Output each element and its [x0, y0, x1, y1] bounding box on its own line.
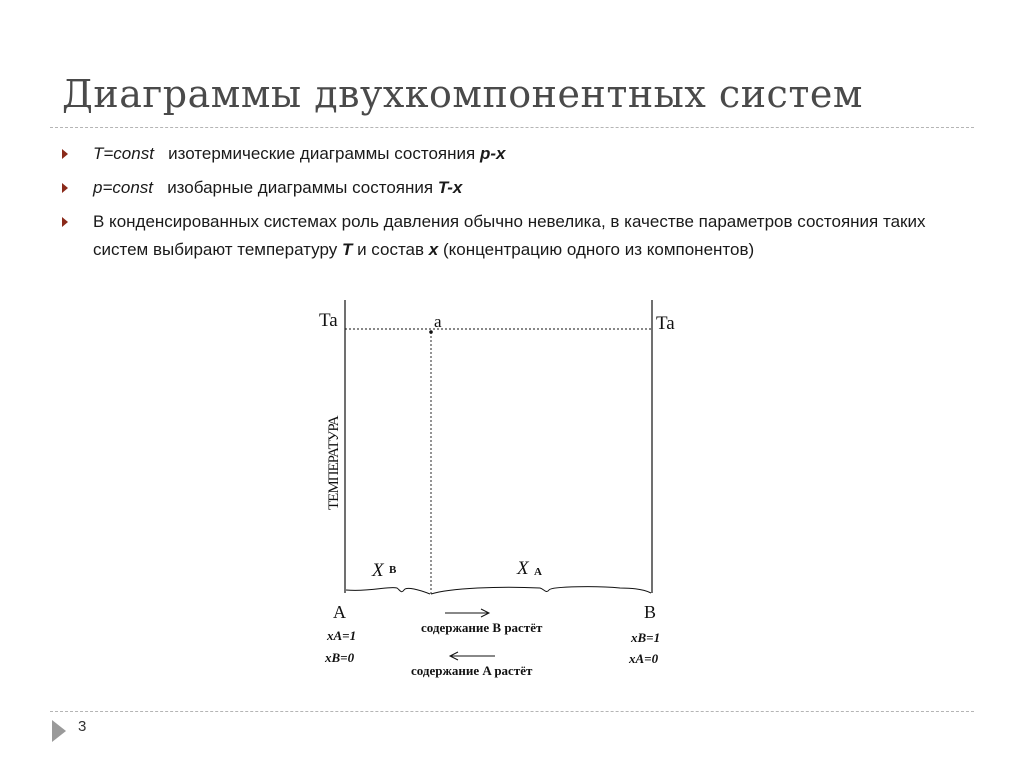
- bullet-tail: p-x: [479, 144, 506, 163]
- left-xa-label: xA=1: [327, 628, 357, 643]
- xb-sub: B: [389, 564, 397, 576]
- bullet-isobaric: [60, 174, 960, 202]
- xa-label: X: [517, 558, 529, 579]
- arrow-left-label: содержание A растёт: [411, 663, 533, 678]
- ta-left-label: Ta: [319, 310, 338, 331]
- bottom-divider: [50, 711, 974, 712]
- bullet-arrow-icon: [62, 183, 68, 193]
- corner-a-label: A: [333, 602, 346, 622]
- bullet-text: изотермические диаграммы состояния: [168, 144, 476, 163]
- bullet-list: [60, 140, 960, 270]
- bullet-isothermal: [60, 140, 960, 168]
- phase-diagram: [300, 290, 720, 690]
- bullet-text: изобарные диаграммы состояния: [167, 178, 434, 197]
- bullet-text: В конденсированных системах роль давления обычно невелика, в качестве параметров состояния таких систем выбирают температуру: [93, 212, 926, 259]
- var-composition: x: [428, 240, 439, 259]
- xa-sub: A: [534, 566, 542, 578]
- bullet-text-end: (концентрацию одного из компонентов): [442, 240, 755, 259]
- ta-right-label: Ta: [656, 313, 675, 334]
- slide-nav-arrow-icon[interactable]: [52, 720, 66, 742]
- slide-title: Диаграммы двухкомпонентных систем: [62, 72, 863, 116]
- bullet-condensed: [60, 208, 960, 264]
- xb-label: X: [372, 560, 384, 581]
- bullet-arrow-icon: [62, 149, 68, 159]
- var-temperature: T: [341, 240, 353, 259]
- arrow-right-label: содержание B растёт: [421, 620, 543, 635]
- bullet-arrow-icon: [62, 217, 68, 227]
- y-axis-label: ТЕМПЕРАТУРА: [326, 416, 342, 510]
- bullet-text-mid: и состав: [357, 240, 425, 259]
- bullet-tail: T-x: [437, 178, 463, 197]
- point-a-label: a: [434, 312, 442, 331]
- left-xb-label: xB=0: [325, 650, 355, 665]
- right-xa-label: xA=0: [629, 651, 659, 666]
- top-divider: [50, 127, 974, 128]
- brace-xb: [346, 588, 430, 594]
- slide-number: 3: [78, 718, 87, 735]
- bullet-lead: T=const: [93, 144, 154, 163]
- corner-b-label: B: [644, 602, 657, 622]
- point-a-marker: [429, 330, 433, 334]
- brace-xa: [431, 587, 651, 594]
- bullet-lead: p=const: [93, 178, 154, 197]
- right-xb-label: xB=1: [631, 630, 661, 645]
